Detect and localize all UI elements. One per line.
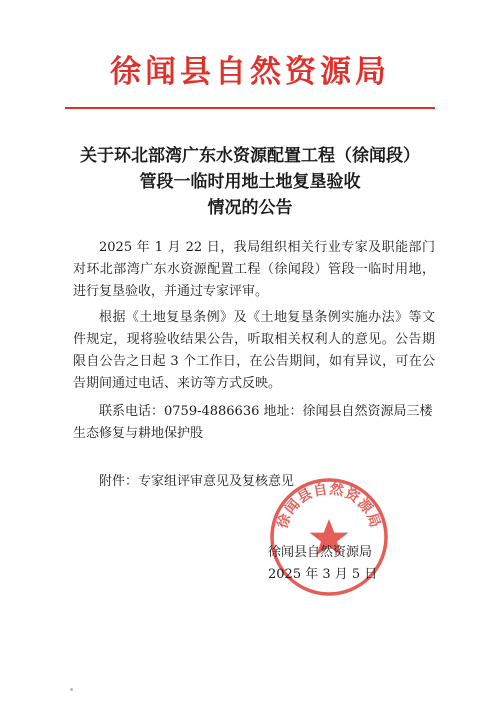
- signature-org: 徐闻县自然资源局: [268, 545, 373, 560]
- signature-block: [268, 542, 398, 586]
- notice-title-line: 情况的公告: [207, 198, 293, 218]
- agency-header-title: 徐闻县自然资源局: [110, 54, 390, 90]
- notice-title: [40, 143, 460, 221]
- seal-text: 徐闻县自然资源局: [274, 481, 384, 531]
- contact-info: 联系电话：0759-4886636 地址：徐闻县自然资源局三楼生态修复与耕地保护股: [73, 404, 433, 441]
- attachment-note: 附件：专家组评审意见及复核意见: [99, 474, 295, 489]
- notice-paragraph: 根据《土地复垦条例》及《土地复垦条例实施办法》等文件规定，现将验收结果公告，听取相关权利人的意见。公告期限自公告之日起 3 个工作日，在公告期间，如有异议，可在公告期间通过电话、来访等方式反映。: [73, 310, 435, 391]
- signature-date: 2025 年 3 月 5 日: [268, 567, 378, 582]
- notice-title-line: 关于环北部湾广东水资源配置工程（徐闻段）: [80, 146, 420, 166]
- notice-title-line: 管段一临时用地土地复垦验收: [139, 172, 361, 192]
- notice-paragraph: 2025 年 1 月 22 日，我局组织相关行业专家及职能部门对环北部湾广东水资源配置工程（徐闻段）管段一临时用地，进行复垦验收，并通过专家评审。: [73, 240, 435, 299]
- header-divider: [65, 107, 435, 109]
- scan-speck: [70, 688, 73, 691]
